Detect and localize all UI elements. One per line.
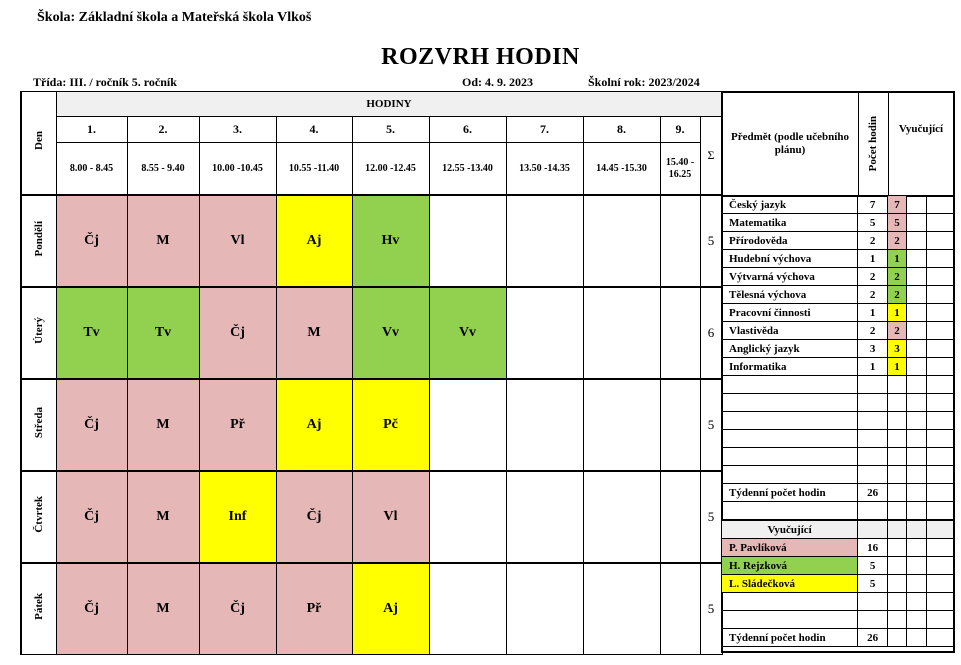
lesson-cell: Vl bbox=[352, 471, 429, 563]
lesson-cell: Vl bbox=[199, 195, 276, 287]
school-name: Škola: Základní škola a Mateřská škola Vlkoš bbox=[37, 10, 312, 25]
lesson-cell bbox=[660, 563, 700, 655]
empty-cell bbox=[906, 250, 926, 268]
day-label bbox=[21, 195, 56, 287]
subject-hours: 3 bbox=[858, 340, 888, 358]
hours-column-header bbox=[858, 93, 889, 195]
empty-cell bbox=[906, 232, 926, 250]
day-lesson-count: 5 bbox=[700, 563, 722, 655]
empty-cell bbox=[906, 214, 926, 232]
lesson-cell: Tv bbox=[127, 287, 199, 379]
subject-row bbox=[722, 214, 953, 232]
empty-cell bbox=[926, 250, 953, 268]
subjects-table bbox=[722, 195, 953, 647]
empty-cell bbox=[906, 340, 926, 358]
empty-cell bbox=[906, 286, 926, 304]
empty-row bbox=[722, 502, 953, 521]
period-number: 4. bbox=[276, 117, 352, 143]
subject-hours: 7 bbox=[858, 196, 888, 214]
lesson-cell: Čj bbox=[276, 471, 352, 563]
sum-column-header: Σ bbox=[700, 117, 722, 196]
subject-row bbox=[722, 232, 953, 250]
lesson-cell: M bbox=[127, 563, 199, 655]
empty-row bbox=[722, 593, 953, 611]
lesson-cell bbox=[506, 471, 583, 563]
lesson-cell bbox=[583, 287, 660, 379]
period-number: 1. bbox=[56, 117, 127, 143]
periods-header: HODINY bbox=[56, 92, 722, 117]
subject-row bbox=[722, 286, 953, 304]
teacher-row bbox=[722, 557, 953, 575]
period-time: 10.00 -10.45 bbox=[199, 143, 276, 196]
empty-row bbox=[722, 412, 953, 430]
subject-name: Tělesná výchova bbox=[722, 286, 858, 304]
lesson-cell: Čj bbox=[56, 471, 127, 563]
day-name: Pondělí bbox=[32, 220, 45, 257]
subject-hours: 1 bbox=[858, 304, 888, 322]
empty-cell bbox=[926, 268, 953, 286]
empty-row bbox=[722, 376, 953, 394]
subject-hours: 2 bbox=[858, 322, 888, 340]
empty-cell bbox=[926, 322, 953, 340]
page-title: ROZVRH HODIN bbox=[381, 44, 580, 70]
lesson-cell bbox=[660, 379, 700, 471]
day-label bbox=[21, 379, 56, 471]
lesson-cell bbox=[660, 195, 700, 287]
teacher-hours: 16 bbox=[858, 539, 888, 557]
lesson-cell bbox=[506, 195, 583, 287]
subjects-panel-header bbox=[722, 93, 953, 197]
period-number: 6. bbox=[429, 117, 506, 143]
subject-hours: 5 bbox=[858, 214, 888, 232]
empty-row bbox=[722, 611, 953, 629]
period-time: 8.00 - 8.45 bbox=[56, 143, 127, 196]
subject-teacher-hours: 2 bbox=[888, 286, 907, 304]
lesson-cell: Tv bbox=[56, 287, 127, 379]
lesson-cell: M bbox=[127, 195, 199, 287]
lesson-cell: Hv bbox=[352, 195, 429, 287]
lesson-cell: M bbox=[127, 379, 199, 471]
period-number: 9. bbox=[660, 117, 700, 143]
period-number: 3. bbox=[199, 117, 276, 143]
empty-cell bbox=[906, 322, 926, 340]
subject-name: Vlastivěda bbox=[722, 322, 858, 340]
subject-teacher-hours: 1 bbox=[888, 358, 907, 376]
lesson-cell: Aj bbox=[276, 195, 352, 287]
weekly-total-label-2: Týdenní počet hodin bbox=[722, 629, 858, 647]
subject-row bbox=[722, 358, 953, 376]
period-time: 10.55 -11.40 bbox=[276, 143, 352, 196]
day-column-label: Den bbox=[32, 131, 45, 150]
lesson-cell: Pč bbox=[352, 379, 429, 471]
period-number: 8. bbox=[583, 117, 660, 143]
lesson-cell bbox=[506, 287, 583, 379]
weekly-total-row-2 bbox=[722, 629, 953, 647]
lesson-cell bbox=[429, 195, 506, 287]
subject-name: Anglický jazyk bbox=[722, 340, 858, 358]
lesson-cell: Vv bbox=[429, 287, 506, 379]
empty-cell bbox=[926, 304, 953, 322]
empty-cell bbox=[906, 358, 926, 376]
subject-teacher-hours: 3 bbox=[888, 340, 907, 358]
subject-teacher-hours: 5 bbox=[888, 214, 907, 232]
empty-cell bbox=[926, 214, 953, 232]
valid-from: Od: 4. 9. 2023 bbox=[462, 75, 534, 89]
day-label bbox=[21, 287, 56, 379]
subject-teacher-hours: 2 bbox=[888, 268, 907, 286]
teacher-hours: 5 bbox=[858, 557, 888, 575]
lesson-cell: Př bbox=[199, 379, 276, 471]
day-lesson-count: 5 bbox=[700, 379, 722, 471]
subject-row bbox=[722, 268, 953, 286]
period-number: 7. bbox=[506, 117, 583, 143]
empty-cell bbox=[906, 304, 926, 322]
subject-row bbox=[722, 340, 953, 358]
subject-name: Pracovní činnosti bbox=[722, 304, 858, 322]
weekly-total-value-2: 26 bbox=[858, 629, 888, 647]
weekly-total-value: 26 bbox=[858, 484, 888, 502]
lesson-cell: M bbox=[276, 287, 352, 379]
subject-name: Výtvarná výchova bbox=[722, 268, 858, 286]
lesson-cell: Čj bbox=[56, 563, 127, 655]
period-time: 8.55 - 9.40 bbox=[127, 143, 199, 196]
weekly-total-label: Týdenní počet hodin bbox=[722, 484, 858, 502]
lesson-cell bbox=[583, 563, 660, 655]
lesson-cell: Čj bbox=[56, 195, 127, 287]
subject-teacher-hours: 1 bbox=[888, 250, 907, 268]
class-info: Třída: III. / ročník 5. ročník bbox=[33, 75, 177, 89]
subject-hours: 2 bbox=[858, 286, 888, 304]
subject-teacher-hours: 7 bbox=[888, 196, 907, 214]
teachers-header-row bbox=[722, 520, 953, 539]
hours-column-label: Počet hodin bbox=[867, 116, 879, 172]
timetable-grid bbox=[20, 91, 723, 655]
lesson-cell: Čj bbox=[56, 379, 127, 471]
subject-name: Informatika bbox=[722, 358, 858, 376]
period-number: 5. bbox=[352, 117, 429, 143]
period-number: 2. bbox=[127, 117, 199, 143]
subject-teacher-hours: 1 bbox=[888, 304, 907, 322]
lesson-cell bbox=[583, 195, 660, 287]
empty-row bbox=[722, 466, 953, 484]
teacher-name: L. Sládečková bbox=[722, 575, 858, 593]
lesson-cell bbox=[660, 287, 700, 379]
subjects-panel bbox=[721, 91, 955, 653]
lesson-cell: Vv bbox=[352, 287, 429, 379]
subject-column-header: Předmět (podle učebního plánu) bbox=[722, 93, 859, 195]
lesson-cell: M bbox=[127, 471, 199, 563]
day-column-header bbox=[21, 92, 56, 196]
empty-cell bbox=[926, 232, 953, 250]
lesson-cell: Čj bbox=[199, 287, 276, 379]
subject-hours: 2 bbox=[858, 232, 888, 250]
empty-row bbox=[722, 394, 953, 412]
subject-row bbox=[722, 196, 953, 214]
empty-cell bbox=[906, 268, 926, 286]
empty-cell bbox=[926, 286, 953, 304]
lesson-cell bbox=[583, 471, 660, 563]
teacher-row bbox=[722, 539, 953, 557]
day-name: Pátek bbox=[32, 593, 45, 620]
empty-row bbox=[722, 430, 953, 448]
subject-name: Hudební výchova bbox=[722, 250, 858, 268]
period-time: 14.45 -15.30 bbox=[583, 143, 660, 196]
lesson-cell: Čj bbox=[199, 563, 276, 655]
lesson-cell bbox=[429, 471, 506, 563]
day-lesson-count: 5 bbox=[700, 195, 722, 287]
empty-row bbox=[722, 448, 953, 466]
lesson-cell: Aj bbox=[276, 379, 352, 471]
teachers-header: Vyučující bbox=[722, 520, 858, 539]
teacher-row bbox=[722, 575, 953, 593]
subject-row bbox=[722, 304, 953, 322]
lesson-cell bbox=[429, 379, 506, 471]
period-time: 12.00 -12.45 bbox=[352, 143, 429, 196]
subject-hours: 1 bbox=[858, 250, 888, 268]
subject-teacher-hours: 2 bbox=[888, 322, 907, 340]
teacher-name: P. Pavlíková bbox=[722, 539, 858, 557]
lesson-cell bbox=[506, 379, 583, 471]
lesson-cell bbox=[429, 563, 506, 655]
empty-cell bbox=[926, 340, 953, 358]
lesson-cell: Inf bbox=[199, 471, 276, 563]
subject-hours: 1 bbox=[858, 358, 888, 376]
day-lesson-count: 6 bbox=[700, 287, 722, 379]
lesson-cell: Př bbox=[276, 563, 352, 655]
teacher-column-header: Vyučující bbox=[898, 123, 944, 135]
subject-teacher-hours: 2 bbox=[888, 232, 907, 250]
day-lesson-count: 5 bbox=[700, 471, 722, 563]
lesson-cell bbox=[583, 379, 660, 471]
day-name: Středa bbox=[32, 406, 45, 439]
period-time: 12.55 -13.40 bbox=[429, 143, 506, 196]
day-name: Čtvrtek bbox=[32, 496, 45, 533]
period-time: 15.40 - 16.25 bbox=[660, 143, 700, 196]
school-year: Školní rok: 2023/2024 bbox=[588, 75, 700, 89]
day-label bbox=[21, 471, 56, 563]
subject-name: Přírodověda bbox=[722, 232, 858, 250]
subject-name: Matematika bbox=[722, 214, 858, 232]
empty-cell bbox=[926, 358, 953, 376]
day-name: Úterý bbox=[32, 317, 45, 344]
empty-cell bbox=[906, 196, 926, 214]
subject-row bbox=[722, 322, 953, 340]
empty-cell bbox=[926, 196, 953, 214]
lesson-cell bbox=[506, 563, 583, 655]
teacher-hours: 5 bbox=[858, 575, 888, 593]
weekly-total-row bbox=[722, 484, 953, 502]
subject-name: Český jazyk bbox=[722, 196, 858, 214]
lesson-cell bbox=[660, 471, 700, 563]
day-label bbox=[21, 563, 56, 655]
subject-hours: 2 bbox=[858, 268, 888, 286]
subject-row bbox=[722, 250, 953, 268]
lesson-cell: Aj bbox=[352, 563, 429, 655]
teacher-name: H. Rejzková bbox=[722, 557, 858, 575]
period-time: 13.50 -14.35 bbox=[506, 143, 583, 196]
